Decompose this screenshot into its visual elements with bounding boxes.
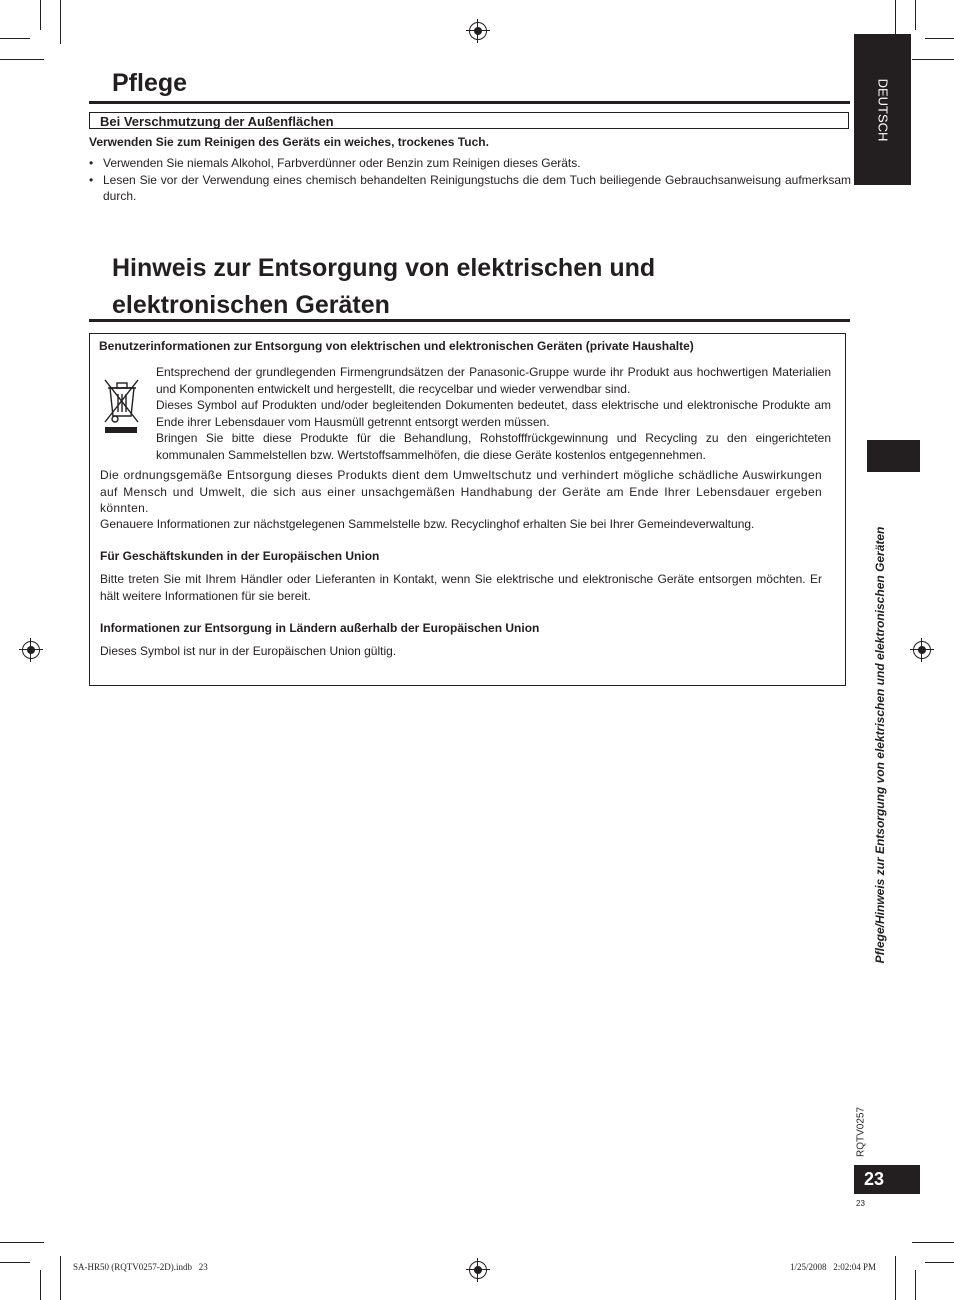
non-eu-text: Dieses Symbol ist nur in der Europäischen Union gültig. (100, 644, 397, 658)
eu-heading: Für Geschäftskunden in der Europäischen Union (100, 549, 380, 563)
paragraph: Dieses Symbol auf Produkten und/oder begleitenden Dokumenten bedeutet, dass elektrische und elektronische Produkte am Ende ihrer Lebensdauer vom Hausmüll getrennt entsorgt werden müssen. (156, 398, 831, 429)
crop-mark (0, 59, 44, 60)
paragraph: Genauere Informationen zur nächstgelegenen Sammelstelle bzw. Recyclinghof erhalten Sie bei Ihrer Gemeindeverwaltung. (100, 517, 755, 531)
box-heading: Benutzerinformationen zur Entsorgung von elektrischen und elektronischen Geräten (private Haushalte) (99, 339, 694, 353)
disposal-title-line1: Hinweis zur Entsorgung von elektrischen und (112, 254, 656, 282)
crop-mark (915, 0, 916, 30)
crossed-out-wheelie-bin-icon (100, 374, 142, 436)
disposal-title-line2: elektronischen Geräten (112, 291, 390, 319)
file-info: SA-HR50 (RQTV0257-2D).indb 23 (73, 1262, 208, 1272)
paragraph: Die ordnungsgemäße Entsorgung dieses Produkts dient dem Umweltschutz und verhindert mögliche schädliche Auswirkungen auf Mensch und Umwelt, die sich aus einer unsachgemäßen Handhabung der Geräte am Ende Ihrer Lebensdauer ergeben könnten. (100, 468, 822, 515)
language-tab (854, 34, 911, 185)
page-title: Pflege (112, 69, 188, 97)
crop-mark (40, 1270, 41, 1300)
care-bullets (89, 155, 851, 205)
disposal-title (112, 250, 655, 324)
title-rule (89, 101, 850, 104)
non-eu-heading: Informationen zur Entsorgung in Ländern außerhalb der Europäischen Union (100, 621, 540, 635)
crop-mark (0, 38, 30, 39)
crop-mark (60, 1256, 61, 1300)
crop-mark (912, 59, 954, 60)
disposal-rule (89, 319, 850, 322)
intro-text: Verwenden Sie zum Reinigen des Geräts ein weiches, trockenes Tuch. (89, 135, 489, 149)
crop-mark (0, 1242, 44, 1243)
crop-mark (925, 38, 954, 39)
registration-mark-icon (22, 641, 40, 659)
language-tab-label: DEUTSCH (875, 78, 890, 141)
eu-text: Bitte treten Sie mit Ihrem Händler oder Lieferanten in Kontakt, wenn Sie elektrische und elektronische Geräte entsorgen möchten. Er hält weitere Informationen für sie bereit. (100, 572, 822, 603)
crop-mark (895, 1256, 896, 1300)
disposal-info-box (89, 333, 846, 686)
registration-mark-icon (469, 22, 487, 40)
list-item: • Lesen Sie vor der Verwendung eines chemisch behandelten Reinigungstuchs die dem Tuch beiliegende Gebrauchsanweisung aufmerksam durch. (89, 172, 851, 205)
print-timestamp: 1/25/2008 2:02:04 PM (790, 1262, 877, 1272)
registration-mark-icon (913, 641, 931, 659)
small-page-number: 23 (856, 1199, 865, 1208)
list-item: • Verwenden Sie niemals Alkohol, Farbverdünner oder Benzin zum Reinigen dieses Geräts. (89, 155, 851, 172)
document-code: RQTV0257 (855, 1106, 867, 1158)
registration-mark-icon (469, 1261, 487, 1279)
crop-mark (60, 0, 61, 44)
crop-mark (40, 0, 41, 30)
crop-mark (925, 1262, 954, 1263)
crop-mark (915, 1270, 916, 1300)
page-number: 23 (854, 1165, 920, 1194)
crop-mark (0, 1262, 30, 1263)
paragraph: Entsprechend der grundlegenden Firmengrundsätzen der Panasonic-Gruppe wurde ihr Produkt aus hochwertigen Materialien und Komponenten entwickelt und hergestellt, die recycelbar und wieder verwendbar sind. (156, 365, 831, 396)
paragraph: Bringen Sie bitte diese Produkte für die Behandlung, Rohstofffrückgewinnung und Recycling zu den eingerichteten kommunalen Sammelstellen bzw. Wertstoffsammelhöfen, die diese Geräte kostenlos entgegennehmen. (156, 431, 831, 462)
crop-mark (912, 1242, 954, 1243)
running-title: Pflege/Hinweis zur Entsorgung von elektrischen und elektronischen Geräten (873, 526, 887, 964)
section-label: Bei Verschmutzung der Außenflächen (89, 112, 849, 129)
section-tab (867, 440, 920, 472)
